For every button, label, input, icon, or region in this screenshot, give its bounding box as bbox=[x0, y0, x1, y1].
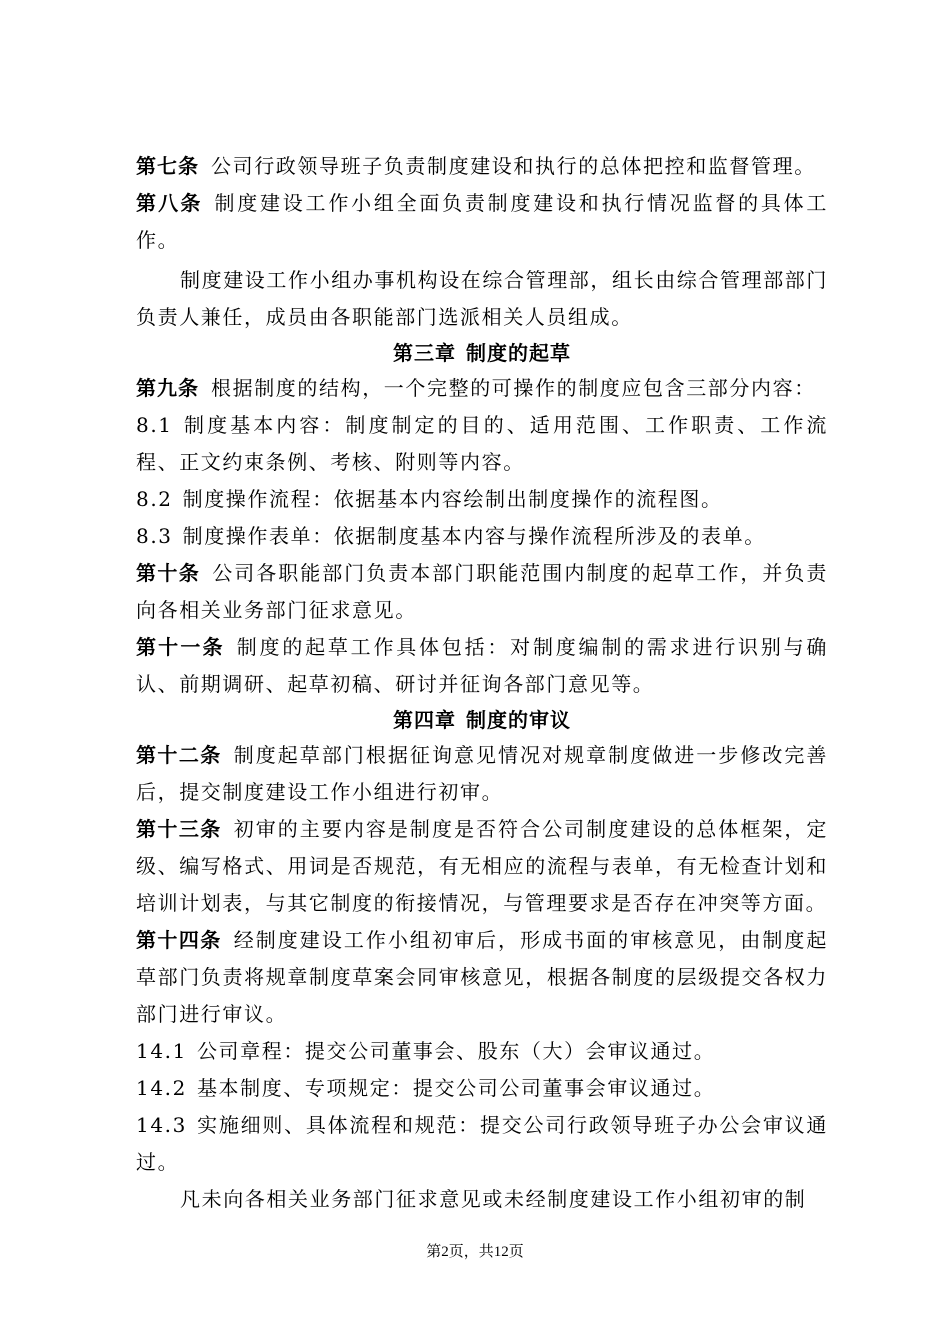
chapter-label: 第三章 bbox=[393, 341, 456, 365]
clause-text: 公司章程：提交公司董事会、股东（大）会审议通过。 bbox=[196, 1039, 716, 1063]
clause-number: 14.2 bbox=[136, 1076, 187, 1100]
chapter-title: 制度的起草 bbox=[466, 341, 571, 365]
article-label: 第七条 bbox=[136, 154, 199, 178]
closing-paragraph bbox=[136, 1181, 828, 1218]
article-text: 根据制度的结构，一个完整的可操作的制度应包含三部分内容： bbox=[211, 376, 816, 400]
article-text: 制度建设工作小组全面负责制度建设和执行情况监督的具体工作。 bbox=[136, 191, 828, 252]
clause-number: 8.2 bbox=[136, 487, 173, 511]
clause-number: 14.3 bbox=[136, 1113, 187, 1137]
paragraph-text: 制度建设工作小组办事机构设在综合管理部，组长由综合管理部部门负责人兼任，成员由各职能部门选派相关人员组成。 bbox=[136, 268, 828, 329]
chapter-label: 第四章 bbox=[393, 708, 456, 732]
clause-text: 基本制度、专项规定：提交公司公司董事会审议通过。 bbox=[196, 1076, 716, 1100]
article-text: 公司各职能部门负责本部门职能范围内制度的起草工作，并负责向各相关业务部门征求意见。 bbox=[136, 561, 828, 622]
article-text: 经制度建设工作小组初审后，形成书面的审核意见，由制度起草部门负责将规章制度草案会同审核意见，根据各制度的层级提交各权力部门进行审议。 bbox=[136, 928, 829, 1026]
article-13 bbox=[136, 811, 828, 922]
clause-8-2 bbox=[136, 481, 828, 518]
clause-text: 制度操作流程：依据基本内容绘制出制度操作的流程图。 bbox=[182, 487, 723, 511]
clause-14-1 bbox=[136, 1033, 828, 1070]
article-8 bbox=[136, 185, 828, 259]
clause-text: 制度基本内容：制度制定的目的、适用范围、工作职责、工作流程、正文约束条例、考核、附则等内容。 bbox=[136, 413, 828, 474]
clause-text: 实施细则、具体流程和规范：提交公司行政领导班子办公会审议通过。 bbox=[136, 1113, 828, 1174]
clause-14-2 bbox=[136, 1070, 828, 1107]
article-label: 第十三条 bbox=[136, 817, 222, 841]
article-label: 第十一条 bbox=[136, 635, 225, 659]
clause-number: 14.1 bbox=[136, 1039, 187, 1063]
clause-8-1 bbox=[136, 407, 828, 481]
article-label: 第十二条 bbox=[136, 743, 222, 767]
clause-number: 8.3 bbox=[136, 524, 173, 548]
article-10 bbox=[136, 555, 828, 629]
chapter-3-heading bbox=[136, 335, 828, 372]
article-text: 初审的主要内容是制度是否符合公司制度建设的总体框架，定级、编写格式、用词是否规范，有无相应的流程与表单，有无检查计划和培训计划表，与其它制度的衔接情况，与管理要求是否存在冲突等方面。 bbox=[136, 817, 829, 915]
clause-text: 制度操作表单：依据制度基本内容与操作流程所涉及的表单。 bbox=[182, 524, 766, 548]
article-text: 制度的起草工作具体包括：对制度编制的需求进行识别与确认、前期调研、起草初稿、研讨并征询各部门意见等。 bbox=[136, 635, 828, 696]
paragraph-text: 凡未向各相关业务部门征求意见或未经制度建设工作小组初审的制 bbox=[180, 1187, 807, 1211]
chapter-4-heading bbox=[136, 702, 828, 739]
chapter-title: 制度的审议 bbox=[466, 708, 571, 732]
article-label: 第十条 bbox=[136, 561, 201, 585]
page-footer: 第2页，共12页 bbox=[426, 1244, 524, 1260]
article-label: 第十四条 bbox=[136, 928, 222, 952]
clause-number: 8.1 bbox=[136, 413, 173, 437]
article-11 bbox=[136, 629, 828, 703]
article-7 bbox=[136, 148, 828, 185]
article-label: 第九条 bbox=[136, 376, 199, 400]
article-8-paragraph bbox=[136, 262, 828, 336]
clause-14-3 bbox=[136, 1107, 828, 1181]
article-9 bbox=[136, 370, 828, 407]
article-14 bbox=[136, 922, 828, 1033]
article-12 bbox=[136, 737, 828, 811]
article-label: 第八条 bbox=[136, 191, 203, 215]
article-text: 公司行政领导班子负责制度建设和执行的总体把控和监督管理。 bbox=[211, 154, 816, 178]
article-text: 制度起草部门根据征询意见情况对规章制度做进一步修改完善后，提交制度建设工作小组进行初审。 bbox=[136, 743, 829, 804]
clause-8-3 bbox=[136, 518, 828, 555]
